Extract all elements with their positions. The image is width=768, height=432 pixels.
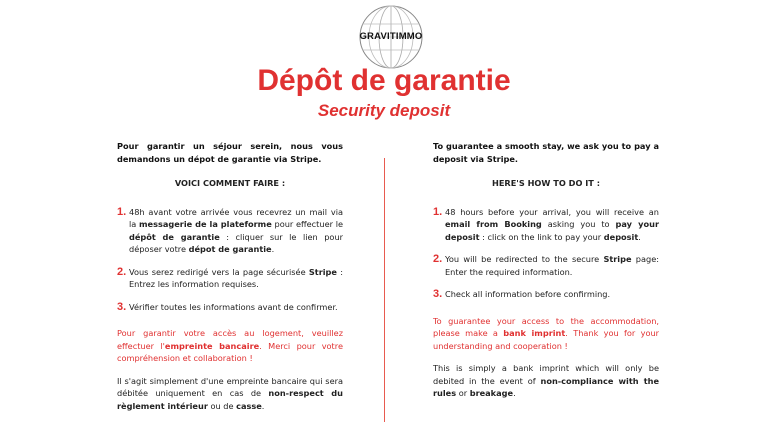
- step-text: Vous serez redirigé vers la page sécurisée Stripe : Entrez les information requises.: [129, 266, 343, 289]
- step-text: Check all information before confirming.: [445, 289, 611, 299]
- english-step-3: [433, 288, 659, 301]
- french-after-note: Il s'agit simplement d'une empreinte bancaire qui sera débitée uniquement en cas de non-respect du règlement intérieur ou de casse.: [117, 375, 343, 411]
- french-step-3: [117, 301, 343, 314]
- column-divider: [384, 158, 385, 422]
- english-how-heading: HERE'S HOW TO DO IT :: [491, 178, 601, 188]
- french-column: [117, 140, 343, 412]
- page-subtitle: Security deposit: [317, 101, 451, 120]
- english-intro: To guarantee a smooth stay, we ask you to pay a deposit via Stripe.: [433, 141, 659, 164]
- step-text: Vérifier toutes les informations avant de confirmer.: [129, 301, 338, 312]
- french-step-1: [117, 206, 343, 256]
- english-step-2: [433, 253, 659, 278]
- step-number: 3.: [433, 288, 443, 300]
- step-text: You will be redirected to the secure Stripe page: Enter the required information.: [445, 254, 660, 277]
- french-steps: [117, 206, 343, 314]
- english-after-note: This is simply a bank imprint which will only be debited in the event of non-compliance with the rules or breakage.: [433, 363, 659, 398]
- step-number: 1.: [433, 205, 443, 218]
- step-number: 3.: [117, 300, 127, 313]
- french-how-heading: VOICI COMMENT FAIRE :: [174, 178, 286, 188]
- step-number: 2.: [433, 253, 443, 265]
- logo-text: GRAVITIMMO: [359, 31, 423, 42]
- english-steps: [433, 206, 659, 301]
- step-number: 1.: [117, 205, 127, 218]
- english-step-1: [433, 206, 659, 244]
- french-note: Pour garantir votre accès au logement, veuillez effectuer l'empreinte bancaire. Merci pour votre compréhension et collaboration !: [117, 328, 343, 363]
- step-text: 48 hours before your arrival, you will receive an email from Booking asking you to pay your deposit : click on the link to pay your deposit.: [445, 206, 660, 242]
- french-step-2: [117, 266, 343, 291]
- french-intro: Pour garantir un séjour serein, nous vous demandons un dépot de garantie via Stripe.: [117, 141, 343, 164]
- english-column: [433, 140, 659, 400]
- step-number: 2.: [117, 265, 127, 278]
- page-title: Dépôt de garantie: [257, 64, 511, 97]
- logo: [358, 4, 424, 70]
- step-text: 48h avant votre arrivée vous recevrez un mail via la messagerie de la plateforme pour effectuer le dépôt de garantie : cliquer sur le lien pour déposer votre dépot de garantie.: [129, 206, 344, 254]
- english-note: To guarantee your access to the accommodation, please make a bank imprint. Thank you for your understanding and cooperation !: [433, 315, 660, 351]
